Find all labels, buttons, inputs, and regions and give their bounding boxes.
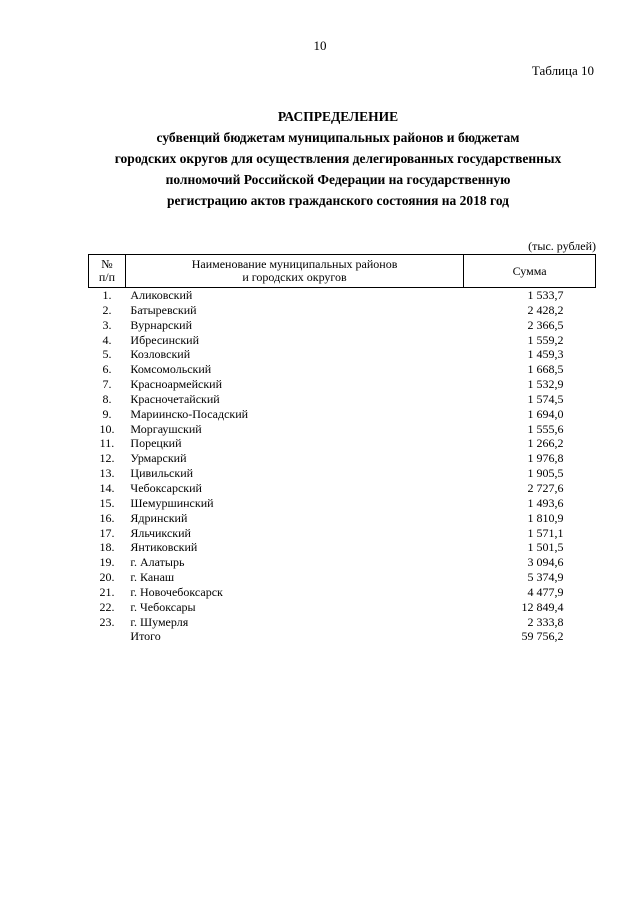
amount-value: 2 428,2 <box>527 302 564 317</box>
amount-value: 1 501,5 <box>527 540 564 555</box>
amount-value: 1 533,7 <box>527 288 564 302</box>
amount-value: 1 559,2 <box>527 332 564 347</box>
municipality-name: Комсомольский <box>130 362 212 377</box>
table-row <box>89 318 596 333</box>
amount-value: 1 555,6 <box>527 421 564 436</box>
amount-value: 1 532,9 <box>527 377 564 392</box>
row-number: 15. <box>99 495 115 510</box>
municipality-name: г. Новочебоксарск <box>130 584 223 599</box>
municipality-name: Красночетайский <box>130 391 220 406</box>
row-number: 1. <box>102 288 112 302</box>
table-row <box>89 600 596 615</box>
row-number: 2. <box>102 302 112 317</box>
row-number: 8. <box>102 391 112 406</box>
table-row <box>89 436 596 451</box>
amount-value: 1 668,5 <box>527 362 564 377</box>
municipality-name: Порецкий <box>130 436 182 451</box>
table-row <box>89 377 596 392</box>
table-row <box>89 422 596 437</box>
amount-value: 59 756,2 <box>521 629 564 644</box>
table-label: Таблица 10 <box>531 63 594 78</box>
title-line-4: полномочий Российской Федерации на государственную <box>165 172 511 187</box>
municipality-name: Ибресинский <box>130 332 199 347</box>
page-number: 10 <box>313 38 327 53</box>
table-row <box>89 392 596 407</box>
row-number: 7. <box>102 377 112 392</box>
row-number: 20. <box>99 570 115 585</box>
row-number: 5. <box>102 347 112 362</box>
table-row <box>89 303 596 318</box>
document-title <box>60 106 616 211</box>
row-number: 13. <box>99 466 115 481</box>
amount-value: 5 374,9 <box>527 570 564 585</box>
amount-value: 1 266,2 <box>527 436 564 451</box>
title-line-3: городских округов для осуществления делегированных государственных <box>114 151 562 166</box>
row-number <box>89 629 126 644</box>
row-number: 16. <box>99 510 115 525</box>
title-line-5: регистрацию актов гражданского состояния на 2018 год <box>166 193 510 208</box>
amount-value: 2 727,6 <box>527 480 564 495</box>
municipality-name: Яльчикский <box>130 525 191 540</box>
municipality-name: Ядринский <box>130 510 188 525</box>
amount-value: 3 094,6 <box>527 555 564 570</box>
municipality-name: Шемуршинский <box>130 495 214 510</box>
amount-value: 1 459,3 <box>527 347 564 362</box>
table-body <box>89 288 596 645</box>
table-row <box>89 511 596 526</box>
row-number: 19. <box>99 555 115 570</box>
row-number: 6. <box>102 362 112 377</box>
row-number: 10. <box>99 421 115 436</box>
header-number <box>89 255 126 288</box>
amount-value: 4 477,9 <box>527 584 564 599</box>
title-line-1: РАСПРЕДЕЛЕНИЕ <box>277 109 399 124</box>
units-label: (тыс. рублей) <box>528 239 596 253</box>
row-number: 4. <box>102 332 112 347</box>
municipality-name: Аликовский <box>130 288 193 302</box>
row-number: 3. <box>102 317 112 332</box>
table-row <box>89 570 596 585</box>
table-row <box>89 585 596 600</box>
table-row <box>89 540 596 555</box>
municipality-name: Моргаушский <box>130 421 202 436</box>
table-row <box>89 407 596 422</box>
table-row <box>89 481 596 496</box>
row-number: 23. <box>99 614 115 629</box>
header-name-line-2: и городских округов <box>242 270 347 284</box>
amount-value: 1 574,5 <box>527 391 564 406</box>
amount-value: 2 333,8 <box>527 614 564 629</box>
municipality-name: Батыревский <box>130 302 197 317</box>
municipality-name: Вурнарский <box>130 317 193 332</box>
header-name-line-1: Наименование муниципальных районов <box>191 257 398 271</box>
amount-value: 12 849,4 <box>521 599 564 614</box>
municipality-name: г. Шумерля <box>130 614 189 629</box>
municipality-name: Чебоксарский <box>130 480 202 495</box>
row-number: 21. <box>99 584 115 599</box>
row-number: 11. <box>99 436 115 451</box>
amount-value: 1 493,6 <box>527 495 564 510</box>
row-number: 14. <box>99 480 115 495</box>
municipality-name: Урмарский <box>130 451 187 466</box>
row-number: 22. <box>99 599 115 614</box>
table-row <box>89 288 596 303</box>
header-sum: Сумма <box>464 255 596 288</box>
amount-value: 2 366,5 <box>527 317 564 332</box>
row-number: 12. <box>99 451 115 466</box>
row-number: 9. <box>102 406 112 421</box>
header-number-line-1: № <box>101 257 113 271</box>
amount-value: 1 571,1 <box>527 525 564 540</box>
municipality-name: г. Чебоксары <box>130 599 196 614</box>
row-number: 18. <box>99 540 115 555</box>
municipality-name: Цивильский <box>130 466 194 481</box>
table-row <box>89 496 596 511</box>
municipality-name: Янтиковский <box>130 540 198 555</box>
municipality-name: г. Алатырь <box>130 555 185 570</box>
table-row <box>89 466 596 481</box>
row-number: 17. <box>99 525 115 540</box>
municipality-name: Козловский <box>130 347 191 362</box>
municipality-name: Красноармейский <box>130 377 222 392</box>
municipality-name: Итого <box>130 629 161 644</box>
header-number-line-2: п/п <box>98 270 116 284</box>
table-row <box>89 362 596 377</box>
table-row <box>89 333 596 348</box>
amount-value: 1 976,8 <box>527 451 564 466</box>
total-row <box>89 629 596 644</box>
municipality-name: Мариинско-Посадский <box>130 406 249 421</box>
table-row <box>89 615 596 630</box>
table-row <box>89 555 596 570</box>
table-row <box>89 451 596 466</box>
amount-value: 1 905,5 <box>527 466 564 481</box>
table-row <box>89 347 596 362</box>
distribution-table <box>88 254 596 644</box>
amount-value: 1 810,9 <box>527 510 564 525</box>
table-header-row <box>89 255 596 288</box>
table-row <box>89 526 596 541</box>
amount-value: 1 694,0 <box>527 406 564 421</box>
title-line-2: субвенций бюджетам муниципальных районов и бюджетам <box>156 130 520 145</box>
municipality-name: г. Канаш <box>130 570 175 585</box>
header-name <box>125 255 463 288</box>
